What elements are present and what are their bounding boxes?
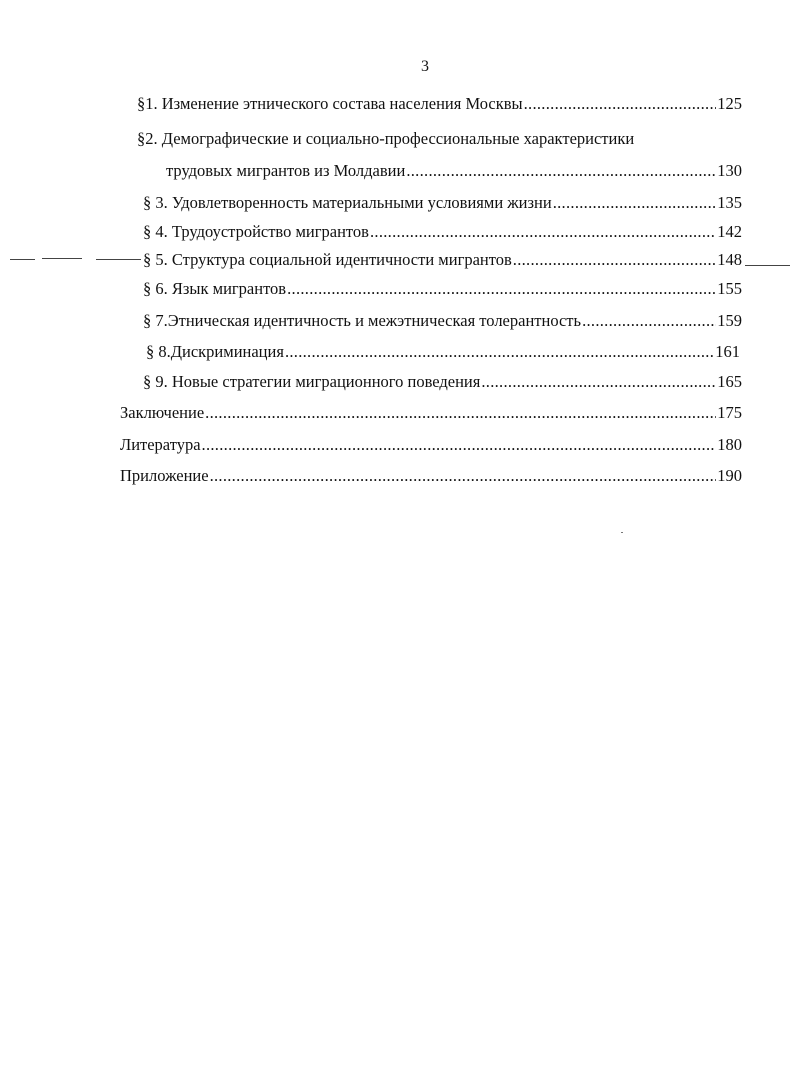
toc-entry-appendix bbox=[120, 466, 742, 486]
toc-leader-dots bbox=[285, 342, 714, 362]
toc-entry-8 bbox=[146, 342, 740, 362]
toc-leader-dots bbox=[553, 193, 717, 213]
toc-entry-title: § 7.Этническая идентичность и межэтническая толерантность bbox=[143, 311, 582, 330]
toc-entry-page: 148 bbox=[717, 250, 742, 269]
toc-leader-dots bbox=[406, 161, 716, 181]
toc-entry-7 bbox=[143, 311, 742, 331]
toc-entry-title: § 9. Новые стратегии миграционного поведения bbox=[143, 372, 481, 391]
toc-entry-title: трудовых мигрантов из Молдавии bbox=[166, 161, 406, 180]
toc-entry-2 bbox=[166, 161, 742, 181]
scan-artifact-line bbox=[96, 259, 141, 260]
toc-entry-page: 142 bbox=[717, 222, 742, 241]
toc-entry-title: §1. Изменение этнического состава населения Москвы bbox=[137, 94, 523, 113]
scan-artifact-line bbox=[10, 259, 35, 260]
scan-artifact-line bbox=[745, 265, 790, 266]
toc-leader-dots bbox=[582, 311, 716, 331]
toc-entry-6 bbox=[143, 279, 742, 299]
toc-entry-page: 190 bbox=[717, 466, 742, 485]
scan-artifact-speck bbox=[621, 532, 623, 533]
toc-entry-title: § 3. Удовлетворенность материальными условиями жизни bbox=[143, 193, 552, 212]
toc-entry-page: 135 bbox=[717, 193, 742, 212]
scan-artifact-line bbox=[42, 258, 82, 259]
toc-leader-dots bbox=[370, 222, 716, 242]
toc-entry-page: 180 bbox=[717, 435, 742, 454]
page-number: 3 bbox=[421, 58, 429, 75]
toc-leader-dots bbox=[205, 403, 716, 423]
toc-leader-dots bbox=[481, 372, 716, 392]
toc-entry-title: § 4. Трудоустройство мигрантов bbox=[143, 222, 369, 241]
toc-entry-title: § 5. Структура социальной идентичности мигрантов bbox=[143, 250, 512, 269]
toc-entry-5 bbox=[143, 250, 742, 270]
toc-entry-literature bbox=[120, 435, 742, 455]
toc-leader-dots bbox=[287, 279, 716, 299]
toc-entry-page: 125 bbox=[717, 94, 742, 113]
toc-entry-title: § 6. Язык мигрантов bbox=[143, 279, 287, 298]
toc-entry-page: 161 bbox=[715, 342, 740, 361]
toc-entry-2-line-1: §2. Демографические и социально-профессиональные характеристики bbox=[137, 129, 635, 148]
toc-entry-title: Приложение bbox=[120, 466, 209, 485]
toc-entry-4 bbox=[143, 222, 742, 242]
toc-entry-page: 175 bbox=[717, 403, 742, 422]
toc-leader-dots bbox=[513, 250, 716, 270]
toc-entry-page: 130 bbox=[717, 161, 742, 180]
toc-entry-title: § 8.Дискриминация bbox=[146, 342, 284, 361]
toc-leader-dots bbox=[210, 466, 717, 486]
toc-entry-1 bbox=[137, 94, 742, 114]
toc-entry-page: 165 bbox=[717, 372, 742, 391]
toc-entry-page: 155 bbox=[717, 279, 742, 298]
toc-entry-title: Заключение bbox=[120, 403, 205, 422]
toc-entry-9 bbox=[143, 372, 742, 392]
toc-leader-dots bbox=[524, 94, 717, 114]
toc-entry-3 bbox=[143, 193, 742, 213]
toc-entry-title: Литература bbox=[120, 435, 201, 454]
toc-leader-dots bbox=[202, 435, 717, 455]
toc-entry-page: 159 bbox=[717, 311, 742, 330]
toc-entry-conclusion bbox=[120, 403, 742, 423]
